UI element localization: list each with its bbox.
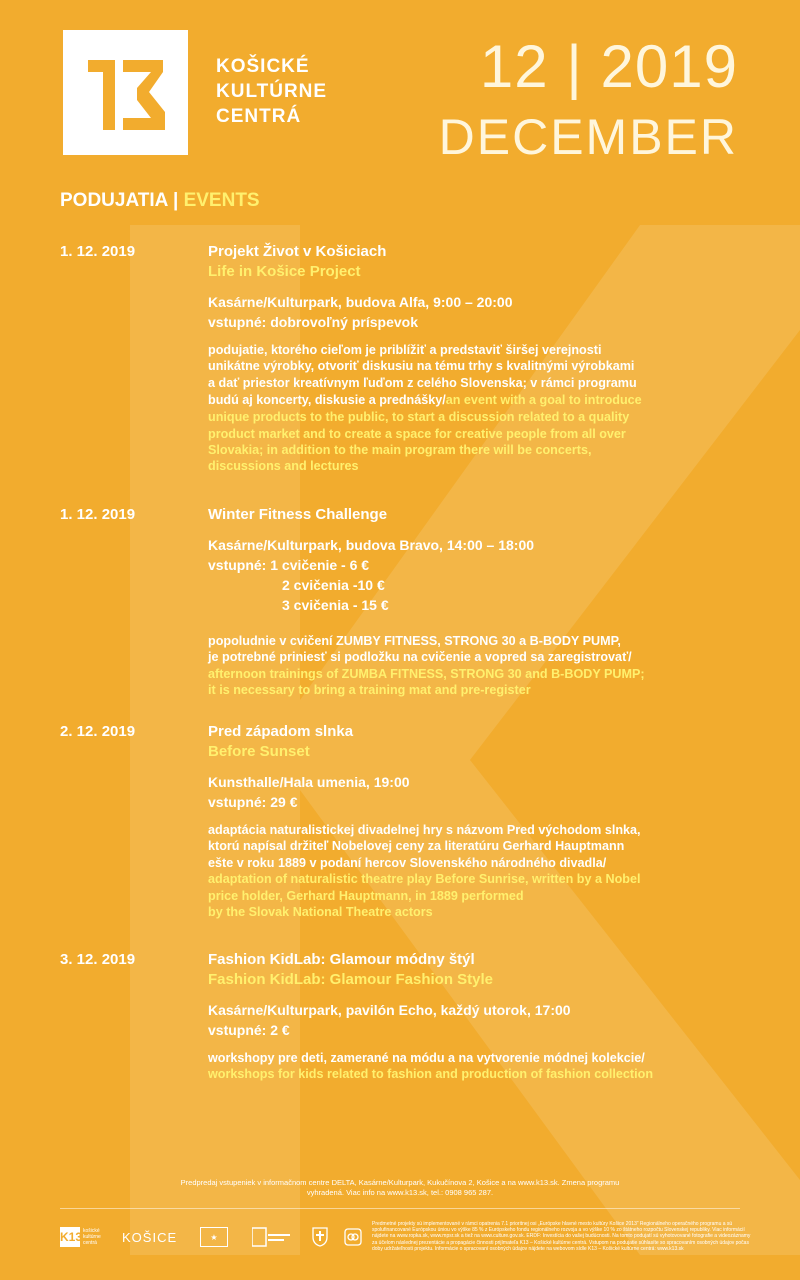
issue-month: DECEMBER <box>438 109 738 165</box>
partner-icon <box>344 1228 362 1246</box>
issue-date: 12 | 2019 <box>479 33 738 100</box>
k13-logo[interactable] <box>63 30 188 155</box>
event-desc-sk-line: podujatie, ktorého cieľom je priblížiť a predstaviť širšej verejnosti <box>208 343 602 357</box>
event-desc-en-line: price holder, Gerhard Hauptmann, in 1889 performed <box>208 888 524 903</box>
event-desc-sk-line: ktorú napísal držiteľ Nobelovej ceny za literatúru Gerhard Hauptmann <box>208 839 625 854</box>
event-desc-en-line: afternoon trainings of ZUMBA FITNESS, STRONG 30 and B-BODY PUMP; <box>208 666 645 681</box>
event-desc-sk-line: je potrebné priniesť si podložku na cvičenie a vopred sa zaregistrovať/ <box>208 650 632 665</box>
footer-divider <box>60 1208 740 1209</box>
event-desc-en-line: it is necessary to bring a training mat and pre-register <box>208 683 531 698</box>
eu-stars-icon: ★ <box>200 1227 228 1247</box>
k13-logo-mark <box>63 30 188 155</box>
rop-icon <box>252 1226 292 1248</box>
partner-logo[interactable] <box>344 1224 362 1250</box>
event-venue: Kasárne/Kulturpark, budova Alfa, 9:00 – 20:00 <box>208 294 513 310</box>
event-desc-sk-line: popoludnie v cvičení ZUMBY FITNESS, STRONG 30 a B-BODY PUMP, <box>208 634 621 648</box>
k13-mini-mark: K13 <box>60 1227 80 1247</box>
event-venue: Kasárne/Kulturpark, pavilón Echo, každý utorok, 17:00 <box>208 1002 571 1018</box>
section-title-en: EVENTS <box>183 190 260 211</box>
event-desc-mixed-en: an event with a goal to introduce <box>445 393 642 408</box>
event-date: 2. 12. 2019 <box>60 723 136 740</box>
k13-footer-logo[interactable] <box>60 1224 111 1250</box>
event-title-en: Fashion KidLab: Glamour Fashion Style <box>208 971 494 988</box>
coat-of-arms-icon <box>312 1227 328 1247</box>
slovak-coat-of-arms[interactable] <box>312 1224 328 1250</box>
section-title-separator: | <box>172 190 179 211</box>
event-entry: vstupné: dobrovoľný príspevok <box>208 314 418 330</box>
eu-flag-logo[interactable] <box>200 1224 228 1250</box>
event-entry: vstupné: 29 € <box>208 794 298 810</box>
brand-line-1: KOŠICKÉ <box>216 56 310 77</box>
funding-disclaimer: Predmetné projekty sú implementované v rámci opatrenia 7.1 prioritnej osi „Európske hlavné mesto kultúry Košice 2013“ Regionálneho operačného programu a sú spolufinancované Európskou úniou vo výške 85 % z Európskeho fondu regionálneho rozvoja a vo výške 10 % zo štátneho rozpočtu Slovenskej republiky. Viac informácií nájdete na www.ropka.sk, www.mpsr.sk a tiež na www.culture.gov.sk. ERDF: Investícia do vašej budúcnosti. Na tomto podujatí sú vyhotovované fotografie a videozáznamy za účelom následnej prezentácie a propagácie činnosti prijímateľa K13 – Košické kultúrne centrá. Vstupom na podujatie súhlasíte so spracovaním osobných údajov počas doby udržateľnosti projektu. Informácie o spracovaní osobných údajov nájdete na webovom sídle K13 – Košické kultúrne centrá: www.k13.sk <box>372 1221 751 1252</box>
event-title-sk: Pred západom slnka <box>208 723 354 740</box>
event-desc-en-line: workshops for kids related to fashion and production of fashion collection <box>208 1067 654 1082</box>
event-venue: Kunsthalle/Hala umenia, 19:00 <box>208 774 410 790</box>
event-entry-option: 2 cvičenia -10 € <box>282 577 385 593</box>
partner-logos <box>60 1224 360 1254</box>
presale-info <box>170 1178 630 1198</box>
event-date: 3. 12. 2019 <box>60 951 136 968</box>
event-title-en: Before Sunset <box>208 743 310 760</box>
brand-line-2: KULTÚRNE <box>216 81 328 102</box>
section-title-sk: PODUJATIA <box>60 190 168 211</box>
event-desc-sk-line: unikátne výrobky, otvoriť diskusiu na tému trhy s kvalitnými výrobkami <box>208 359 635 374</box>
brand-line-3: CENTRÁ <box>216 106 302 127</box>
event-desc-en-line: Slovakia; in addition to the main program there will be concerts, <box>208 443 592 458</box>
event-desc-en-line: product market and to create a space for creative people from all over <box>208 426 626 441</box>
event-desc-mixed-sk: budú aj koncerty, diskusie a prednášky/ <box>208 393 446 408</box>
event-entry: vstupné: 1 cvičenie - 6 € <box>208 557 370 573</box>
kosice-logo[interactable] <box>122 1224 177 1250</box>
presale-line-2: vyhradená. Viac info na www.k13.sk, tel.: 0908 965 287. <box>306 1188 494 1197</box>
event-desc-sk-line: adaptácia naturalistickej divadelnej hry s názvom Pred východom slnka, <box>208 823 641 837</box>
event-entry: vstupné: 2 € <box>208 1022 290 1038</box>
event-desc-en-line: adaptation of naturalistic theatre play Before Sunrise, written by a Nobel <box>208 872 641 887</box>
rop-logo[interactable] <box>252 1224 292 1250</box>
presale-line-1: Predpredaj vstupeniek v informačnom centre DELTA, Kasárne/Kulturpark, Kukučínova 2, Košice a na www.k13.sk. Zmena programu <box>180 1178 620 1187</box>
event-desc-mixed-line <box>208 391 750 409</box>
event-title-sk: Fashion KidLab: Glamour módny štýl <box>208 951 475 968</box>
event-desc-sk-line: a dať priestor kreatívnym ľuďom z celého Slovenska; v rámci programu <box>208 375 637 390</box>
event-date: 1. 12. 2019 <box>60 506 136 523</box>
k13-mini-caption: košické kultúrne centrá <box>83 1228 101 1246</box>
event-entry-option: 3 cvičenia - 15 € <box>282 597 389 613</box>
kosice-logo-text: KOŠICE <box>122 1229 178 1245</box>
event-venue: Kasárne/Kulturpark, budova Bravo, 14:00 – 18:00 <box>208 537 535 553</box>
event-desc-en-line: unique products to the public, to start a discussion related to a quality <box>208 410 630 425</box>
section-title <box>60 188 260 214</box>
event-title-en: Life in Košice Project <box>208 263 361 280</box>
event-desc-en-line: by the Slovak National Theatre actors <box>208 905 433 920</box>
event-title-sk: Projekt Život v Košiciach <box>208 243 387 260</box>
event-date: 1. 12. 2019 <box>60 243 136 260</box>
event-desc-en-line: discussions and lectures <box>208 459 359 474</box>
brand-name <box>216 54 327 129</box>
event-desc-sk-line: workshopy pre deti, zamerané na módu a na vytvorenie módnej kolekcie/ <box>208 1051 645 1065</box>
event-title-sk: Winter Fitness Challenge <box>208 506 388 523</box>
event-desc-sk-line: ešte v roku 1889 v podaní hercov Slovenského národného divadla/ <box>208 855 607 870</box>
